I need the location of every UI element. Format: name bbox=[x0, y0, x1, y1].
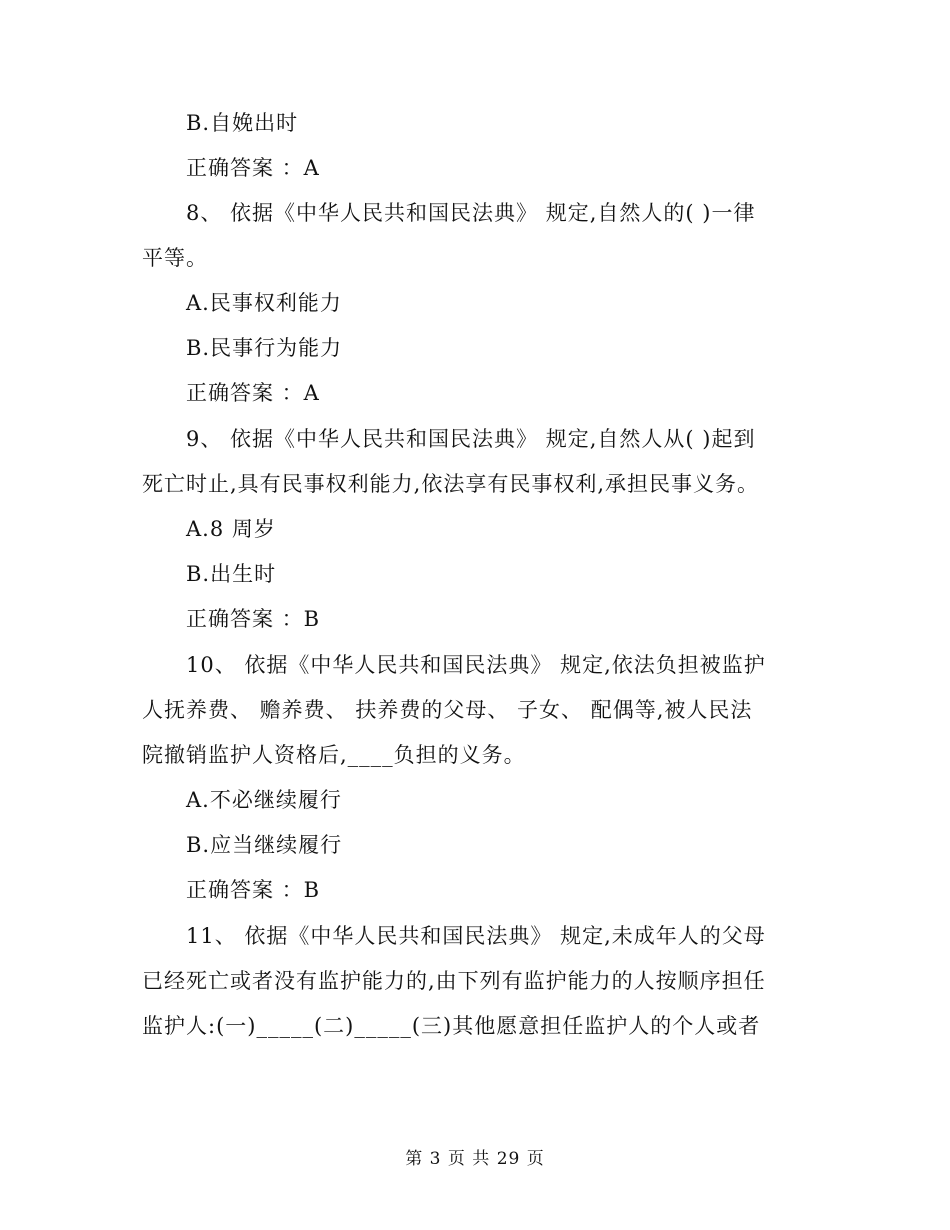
question-11-line-3: 监护人:(一)_____(二)_____(三)其他愿意担任监护人的个人或者 bbox=[142, 1014, 761, 1038]
question-9-line-1: 9、 依据《中华人民共和国民法典》 规定,自然人从( )起到 bbox=[186, 427, 756, 451]
question-11-line-1: 11、 依据《中华人民共和国民法典》 规定,未成年人的父母 bbox=[186, 924, 766, 948]
answer-q10: 正确答案 ：B bbox=[186, 878, 321, 902]
option-b-q9: B.出生时 bbox=[186, 562, 277, 586]
option-a-q8: A.民事权利能力 bbox=[186, 291, 342, 315]
option-b-q10: B.应当继续履行 bbox=[186, 833, 343, 857]
answer-q8: 正确答案 ：A bbox=[186, 381, 320, 405]
option-a-q9: A.8 周岁 bbox=[186, 517, 276, 541]
question-8-line-2: 平等。 bbox=[142, 246, 208, 270]
option-b-q7: B.自娩出时 bbox=[186, 111, 299, 135]
answer-q7: 正确答案 ：A bbox=[186, 156, 320, 180]
question-9-line-2: 死亡时止,具有民事权利能力,依法享有民事权利,承担民事义务。 bbox=[142, 472, 760, 496]
question-10-line-2: 人抚养费、 赡养费、 扶养费的父母、 子女、 配偶等,被人民法 bbox=[142, 698, 753, 722]
question-11-line-2: 已经死亡或者没有监护能力的,由下列有监护能力的人按顺序担任 bbox=[142, 969, 766, 993]
question-10-line-3: 院撤销监护人资格后,____负担的义务。 bbox=[142, 743, 526, 767]
question-8-line-1: 8、 依据《中华人民共和国民法典》 规定,自然人的( )一律 bbox=[186, 201, 756, 225]
page-number-footer: 第 3 页 共 29 页 bbox=[405, 1149, 545, 1169]
question-10-line-1: 10、 依据《中华人民共和国民法典》 规定,依法负担被监护 bbox=[186, 653, 766, 677]
option-a-q10: A.不必继续履行 bbox=[186, 788, 342, 812]
answer-q9: 正确答案 ：B bbox=[186, 607, 321, 631]
option-b-q8: B.民事行为能力 bbox=[186, 336, 343, 360]
